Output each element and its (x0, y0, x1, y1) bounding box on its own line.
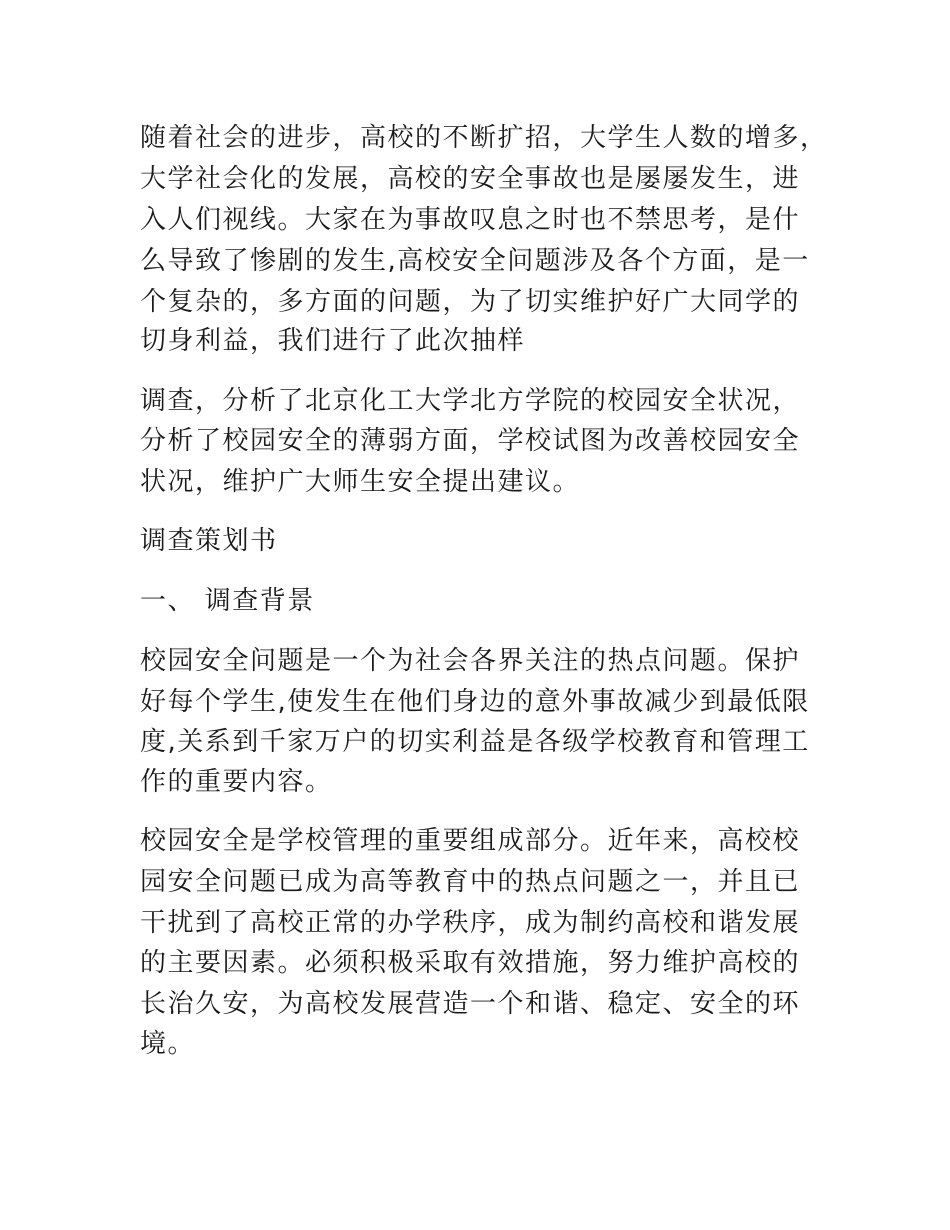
intro-paragraph-line: 随着社会的进步，高校的不断扩招，大学生人数的增多， (140, 123, 828, 153)
survey-purpose-paragraph-line: 调查，分析了北京化工大学北方学院的校园安全状况， (140, 386, 801, 416)
background-paragraph-line: 校园安全问题是一个为社会各界关注的热点问题。保护 (140, 646, 801, 676)
background-paragraph-line: 好每个学生,使发生在他们身边的意外事故减少到最低限 (140, 687, 810, 717)
background-paragraph-line: 境。 (140, 1029, 196, 1059)
section-heading-background: 一、 调查背景 (140, 586, 315, 616)
intro-paragraph-line: 大学社会化的发展，高校的安全事故也是屡屡发生，进 (140, 164, 801, 194)
background-paragraph-line: 校园安全是学校管理的重要组成部分。近年来，高校校 (140, 826, 801, 856)
section-title: 调查策划书 (140, 526, 278, 556)
survey-purpose-paragraph-line: 分析了校园安全的薄弱方面，学校试图为改善校园安全 (140, 426, 801, 456)
background-paragraph-line: 长治久安，为高校发展营造一个和谐、稳定、安全的环 (140, 989, 801, 1019)
intro-paragraph-line: 么导致了惨剧的发生,高校安全问题涉及各个方面，是一 (140, 246, 810, 276)
background-paragraph-line: 作的重要内容。 (140, 767, 333, 797)
background-paragraph-line: 干扰到了高校正常的办学秩序，成为制约高校和谐发展 (140, 908, 801, 938)
background-paragraph-line: 度,关系到千家万户的切实利益是各级学校教育和管理工 (140, 727, 810, 757)
intro-paragraph-line: 个复杂的，多方面的问题，为了切实维护好广大同学的 (140, 287, 801, 317)
intro-paragraph-line: 切身利益，我们进行了此次抽样 (140, 326, 526, 356)
intro-paragraph-line: 入人们视线。大家在为事故叹息之时也不禁思考，是什 (140, 205, 801, 235)
background-paragraph-line: 的主要因素。必须积极采取有效措施，努力维护高校的 (140, 948, 801, 978)
survey-purpose-paragraph-line: 状况，维护广大师生安全提出建议。 (140, 467, 581, 497)
background-paragraph-line: 园安全问题已成为高等教育中的热点问题之一，并且已 (140, 867, 801, 897)
